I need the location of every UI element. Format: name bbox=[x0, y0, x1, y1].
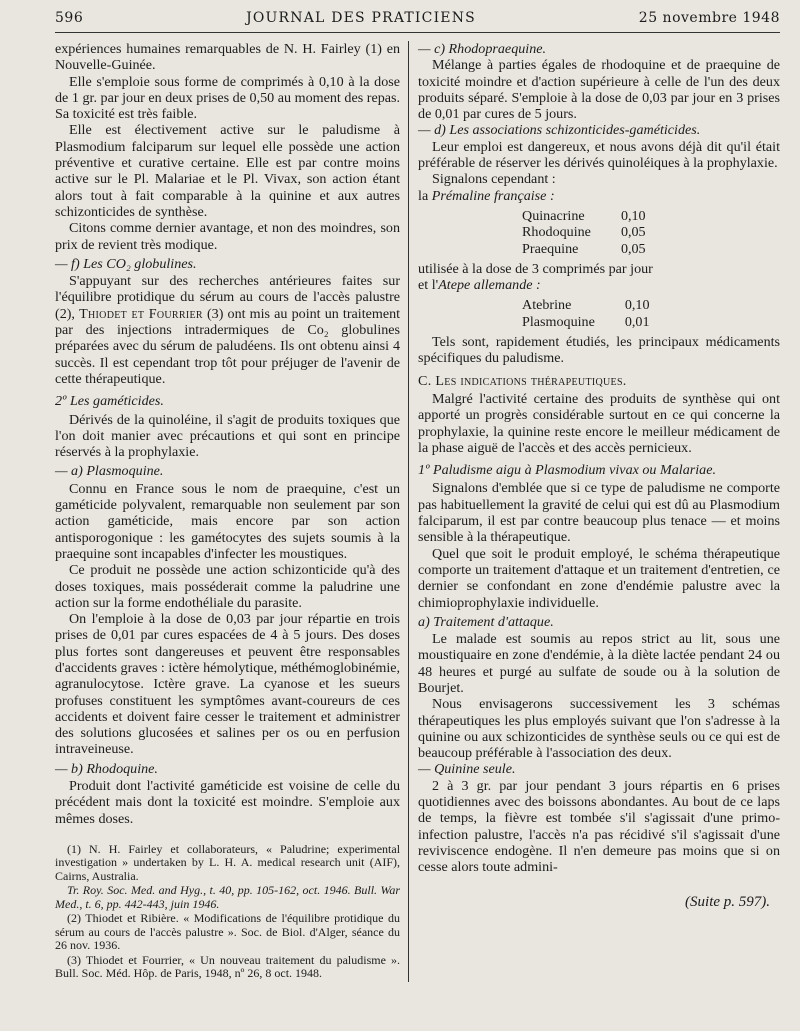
recipe-table-atepe bbox=[522, 297, 650, 330]
footnotes bbox=[55, 843, 400, 981]
paragraph: expériences humaines remarquables de N. H. Fairley (1) en Nouvelle-Guinée. bbox=[55, 41, 401, 74]
ingredient-dose: 0,05 bbox=[620, 240, 646, 257]
ingredient-dose: 0,10 bbox=[620, 207, 646, 224]
paragraph: Elle s'emploie sous forme de comprimés à 0,10 à la dose de 1 gr. par jour en deux prises de 0,50 au moment des repas. Sa toxicité est très faible. bbox=[55, 73, 401, 123]
paragraph: et l'Atepe allemande : bbox=[418, 277, 541, 294]
paragraph: Elle est électivement active sur le paludisme à Plasmodium falciparum sur lequel elle possède une action préventive et curative certaine. Elle est par contre moins active sur le Pl. Malariae et le Pl. Vivax, son action étant alors tout à fait comparable à la quinine et aux autres schizonticides de synthèse. bbox=[55, 122, 401, 220]
footnote: (3) Thiodet et Fourrier, « Un nouveau traitement du paludisme ». Bull. Soc. Méd. Hôp. de Paris, 1948, nº 26, 8 oct. 1948. bbox=[55, 952, 401, 981]
paragraph: Connu en France sous le nom de praequine, c'est un gaméticide polyvalent, remarquable non seulement par son action gaméticide, mais encore par son action antisporogonique : les gamétocytes des sujets soumis à la praequine sont incapables d'infecter les moustiques. bbox=[55, 480, 401, 562]
section-heading-b: — b) Rhodoquine. bbox=[55, 760, 158, 777]
ingredient-dose: 0,01 bbox=[624, 313, 650, 330]
paragraph: la Prémaline française : bbox=[418, 187, 555, 204]
section-heading-attaque: a) Traitement d'attaque. bbox=[418, 613, 554, 630]
ingredient-name: Quinacrine bbox=[522, 207, 585, 224]
recipe-row bbox=[522, 241, 646, 257]
paragraph: Malgré l'activité certaine des produits de synthèse qui ont apporté un progrès considérable surtout en ce qui concerne la prophylaxie, la quinine reste encore le meilleur médicament de la phase aiguë de l'accès et des accès pernicieux. bbox=[418, 390, 781, 456]
paragraph: Signalons d'emblée que si ce type de paludisme ne comporte pas habituellement la gravité de celui qui est dû au Plasmodium falciparum, il est par contre beaucoup plus tenace — et moins sensible à la thérapeutique. bbox=[418, 480, 781, 546]
section-heading-a: — a) Plasmoquine. bbox=[55, 463, 164, 480]
paragraph: utilisée à la dose de 3 comprimés par jour bbox=[418, 260, 653, 277]
recipe-row bbox=[522, 314, 650, 330]
section-heading-2: 2º Les gaméticides. bbox=[55, 393, 164, 410]
page-number: 596 bbox=[55, 10, 84, 26]
ingredient-dose: 0,10 bbox=[624, 297, 650, 314]
section-heading-f: — f) Les CO₂ globulines. bbox=[55, 255, 197, 272]
paragraph: Ce produit ne possède une action schizonticide qu'à des doses toxiques, mais posséderait comme la paludrine une action sur la forme endothéliale du parasite. bbox=[55, 562, 401, 611]
section-heading-1: 1º Paludisme aigu à Plasmodium vivax ou Malariae. bbox=[418, 462, 716, 479]
ingredient-name: Atebrine bbox=[522, 297, 572, 314]
section-heading-quinine: — Quinine seule. bbox=[418, 761, 516, 778]
paragraph: Tels sont, rapidement étudiés, les principaux médicaments spécifiques du paludisme. bbox=[418, 334, 781, 367]
section-heading-c: — c) Rhodopraequine. bbox=[418, 41, 547, 57]
page-header bbox=[55, 10, 780, 33]
right-column bbox=[409, 41, 780, 982]
footnote: (1) N. H. Fairley et collaborateurs, « Paludrine; experimental investigation » undertaken by L. H. A. medical research unit (AIF), Cairns, Australia. bbox=[55, 841, 401, 883]
continuation-note: (Suite p. 597). bbox=[685, 893, 771, 910]
left-column bbox=[55, 41, 408, 982]
text-columns bbox=[55, 41, 780, 982]
paragraph: On l'emploie à la dose de 0,03 par jour répartie en trois prises de 0,01 par cures espacées de 4 à 5 jours. Des doses plus fortes sont dangereuses et peuvent être responsables d'accidents graves : ictère hémolytique, méthémoglobinémie, agranulocytose. Ictère grave. La cyanose et les sueurs profuses constituent les symptômes avant-coureurs de ces accidents et doivent faire cesser le traitement et administrer des solutions glucosées et salines per os ou en perfusion intraveineuse. bbox=[55, 611, 401, 758]
section-heading-d: — d) Les associations schizonticides-gaméticides. bbox=[418, 122, 701, 139]
section-heading-C: C. Les indications thérapeutiques. bbox=[418, 372, 627, 389]
paragraph: Dérivés de la quinoléine, il s'agit de produits toxiques que l'on doit manier avec précautions et qui sont en principe réservés à la prophylaxie. bbox=[55, 411, 401, 461]
paragraph: Citons comme dernier avantage, et non des moindres, son prix de revient très modique. bbox=[55, 220, 401, 253]
issue-date: 25 novembre 1948 bbox=[638, 10, 780, 26]
author-names: Thiodet et Fourrier bbox=[79, 305, 203, 322]
paragraph: Mélange à parties égales de rhodoquine et de praequine de toxicité moindre et d'action supérieure à celle de l'un des deux produits séparé. S'emploie à la dose de 0,03 par jour en 3 prises de 0,01 par cures de 5 jours. bbox=[418, 57, 781, 123]
ingredient-name: Praequine bbox=[522, 240, 579, 257]
ingredient-dose: 0,05 bbox=[620, 224, 646, 241]
footnote: (2) Thiodet et Ribière. « Modifications de l'équilibre protidique du sérum au cours de l'accès palustre ». Soc. de Biol. d'Alger, séance du 26 nov. 1936. bbox=[55, 911, 401, 953]
paragraph: Nous envisagerons successivement les 3 schémas thérapeutiques les plus employés suivant que l'on s'adresse à la quinine ou aux schizonticides de synthèse seuls ou ce qui est de beaucoup préférable à l'association des deux. bbox=[418, 696, 781, 762]
paragraph: Leur emploi est dangereux, et nous avons déjà dit qu'il était préférable de réserver les dérivés quinoléiques à la prophylaxie. bbox=[418, 138, 781, 172]
footnote: Tr. Roy. Soc. Med. and Hyg., t. 40, pp. 105-162, oct. 1946. Bull. War Med., t. 6, pp. 442-443, juin 1946. bbox=[55, 883, 401, 911]
paragraph: Produit dont l'activité gaméticide est voisine de celle du précédent mais dont la toxicité est moindre. S'emploie aux mêmes doses. bbox=[55, 778, 401, 827]
recipe-row bbox=[522, 297, 650, 313]
recipe-row bbox=[522, 224, 646, 240]
ingredient-name: Plasmoquine bbox=[522, 313, 595, 330]
paragraph: 2 à 3 gr. par jour pendant 3 jours répartis en 6 prises quotidiennes avec des boissons abondantes. Au bout de ce laps de temps, la fièvre est tombée s'il s'agissait d'une primo-infection palustre, l'accès n'a pas récidivé s'il s'agissait d'une reviviscence endogène. Il n'en demeure pas moins que si on cesse alors toute admini- bbox=[418, 777, 781, 876]
paragraph: Le malade est soumis au repos strict au lit, sous une moustiquaire en zone d'endémie, à la diète lactée pendant 24 ou 48 heures et purgé au sulfate de soude ou à la solution de Bourjet. bbox=[418, 631, 781, 696]
paragraph: Quel que soit le produit employé, le schéma thérapeutique comporte un traitement d'attaque et un traitement d'entretien, ce dernier se confondant en zone d'endémie palustre avec la chimioprophylaxie individuelle. bbox=[418, 545, 781, 611]
recipe-table-premaline bbox=[522, 208, 646, 257]
paragraph: Signalons cependant : bbox=[432, 171, 556, 188]
paragraph: S'appuyant sur des recherches antérieures faites sur l'équilibre protidique du sérum au cours de l'accès palustre (2), Thiodet et Fourrier (3) ont mis au point un traitement par des injections intradermiques de Co₂ globulines préparées avec du sérum de paludéens. Ils ont obtenu ainsi 4 succès. Il est cependant trop tôt pour préjuger de l'avenir de cette thérapeutique. bbox=[55, 273, 401, 387]
ingredient-name: Rhodoquine bbox=[522, 224, 591, 241]
journal-title: JOURNAL DES PRATICIENS bbox=[246, 10, 476, 26]
recipe-row bbox=[522, 208, 646, 224]
